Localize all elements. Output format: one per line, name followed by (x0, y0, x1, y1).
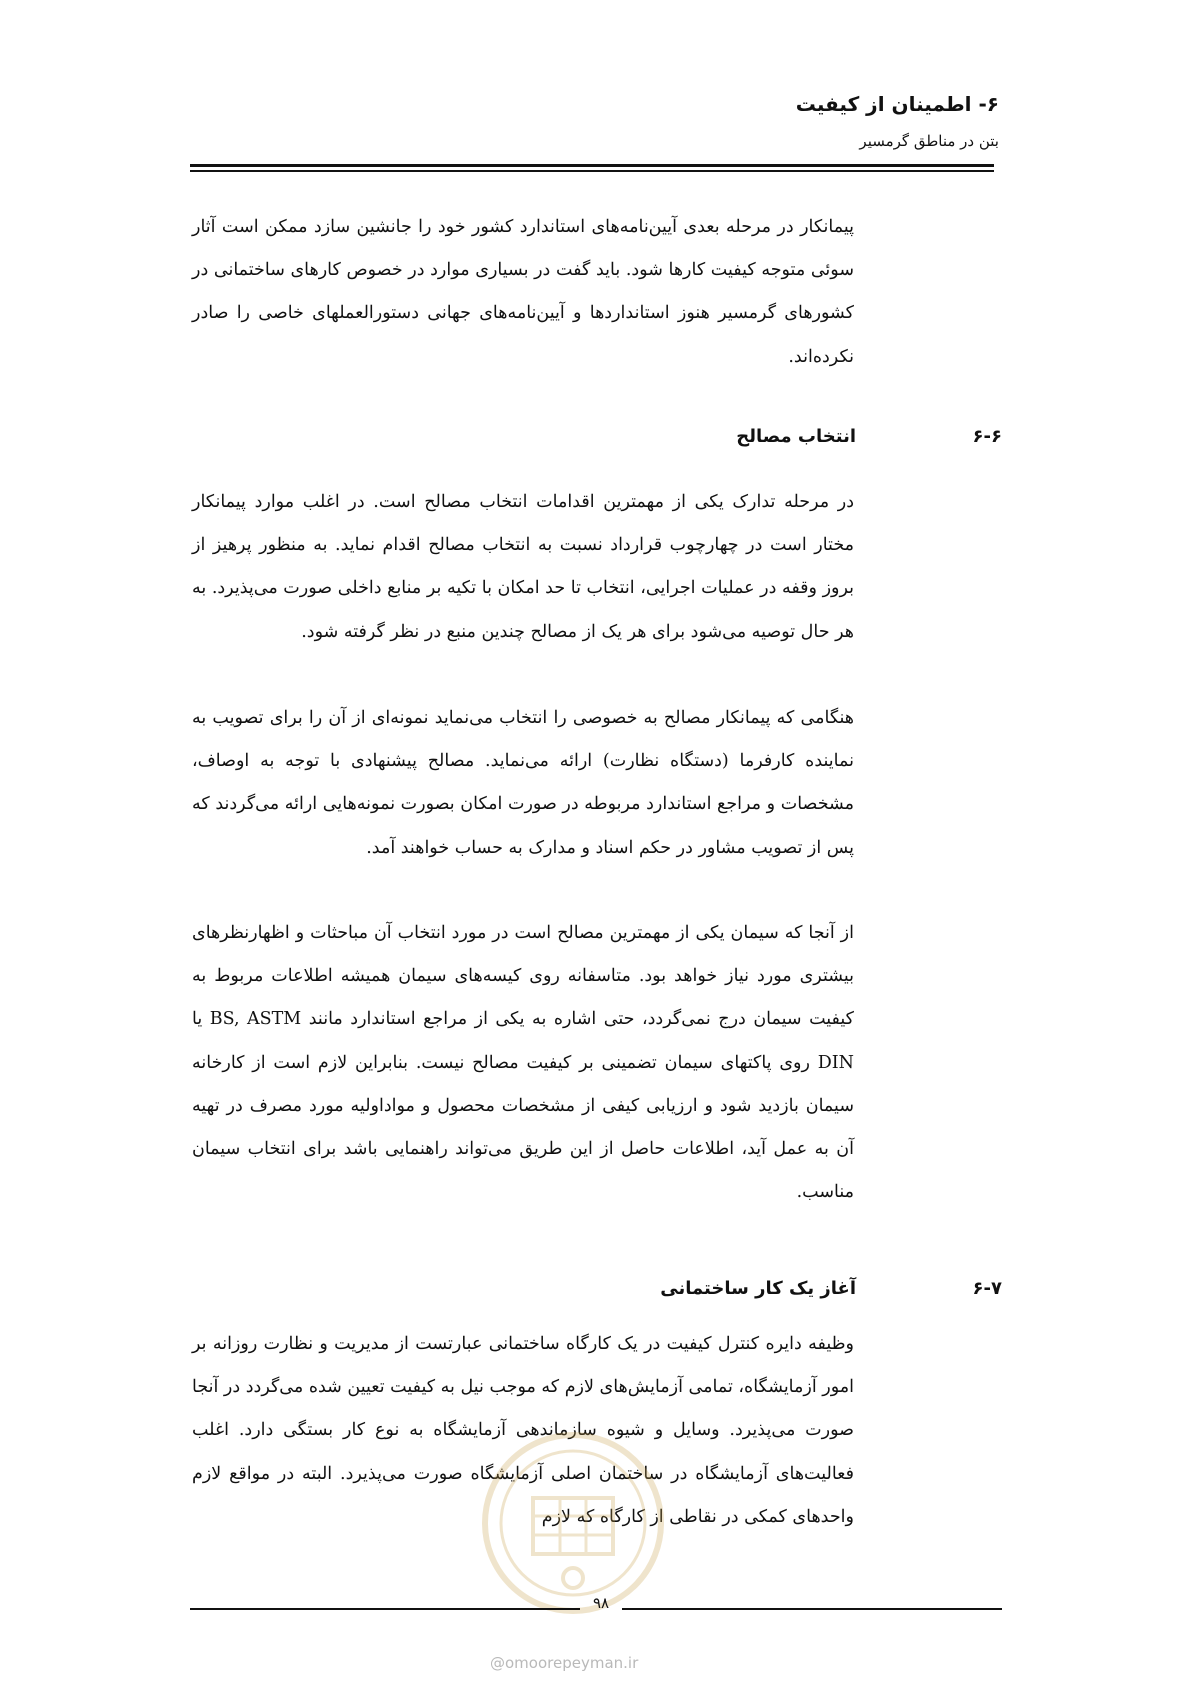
paragraph-sample-approval: هنگامی که پیمانکار مصالح به خصوصی را انتخاب می‌نماید نمونه‌ای از آن را برای تصویب به نماینده کارفرما (دستگاه نظارت) ارائه می‌نماید. مصالح پیشنهادی با توجه به اوصاف، مشخصات و مراجع استاندارد مربوطه در صورت امکان بصورت نمونه‌هایی ارائه می‌گردند که پس از تصویب مشاور در حکم اسناد و مدارک به حساب خواهند آمد. (192, 708, 854, 858)
section-number: ۶-۶ (972, 426, 1002, 447)
section-title: انتخاب مصالح (736, 426, 856, 447)
section-heading-6-6 (192, 426, 1002, 454)
footer-rule-left (190, 1608, 580, 1610)
header-rule-thin (190, 170, 994, 172)
paragraph-material-selection: در مرحله تدارک یکی از مهمترین اقدامات انتخاب مصالح است. در اغلب موارد پیمانکار مختار است در چهارچوب قرارداد نسبت به انتخاب مصالح اقدام نماید. به منظور پرهیز از بروز وقفه در عملیات اجرایی، انتخاب تا حد امکان با تکیه بر منابع داخلی صورت می‌پذیرد. به هر حال توصیه می‌شود برای هر یک از مصالح چندین منبع در نظر گرفته شود. (192, 492, 854, 642)
paragraph-quality-control: وظیفه دایره کنترل کیفیت در یک کارگاه ساختمانی عبارتست از مدیریت و نظارت روزانه بر امور آزمایشگاه، تمامی آزمایش‌های لازم که موجب نیل به کیفیت تعیین شده می‌گردد در آنجا صورت می‌پذیرد. وسایل و شیوه سازماندهی آزمایشگاه به نوع کار بستگی دارد. اغلب فعالیت‌های آزمایشگاه در ساختمان اصلی آزمایشگاه صورت می‌پذیرد. البته در مواقع لازم واحدهای کمکی در نقاطی از کارگاه که لازم (192, 1334, 854, 1527)
running-header-book-title: بتن در مناطق گرمسیر (859, 132, 999, 150)
page-number: ۹۸ (592, 1594, 610, 1612)
footer-rule-right (622, 1608, 1002, 1610)
header-rule-thick (190, 164, 994, 167)
chapter-title: ۶- اطمینان از کیفیت (795, 92, 999, 116)
watermark-url: @omoorepeyman.ir (490, 1654, 639, 1672)
section-number: ۶-۷ (972, 1278, 1002, 1299)
paragraph-intro: پیمانکار در مرحله بعدی آیین‌نامه‌های استاندارد کشور خود را جانشین سازد ممکن است آثار سوئی متوجه کیفیت کارها شود. باید گفت در بسیاری موارد در خصوص کارهای ساختمانی در کشورهای گرمسیر هنوز استانداردها و آیین‌نامه‌های جهانی دستورالعملهای خاصی را صادر نکرده‌اند. (192, 217, 854, 367)
paragraph-cement: از آنجا که سیمان یکی از مهمترین مصالح است در مورد انتخاب آن مباحثات و اظهارنظرهای بیشتری مورد نیاز خواهد بود. متاسفانه روی کیسه‌های سیمان همیشه اطلاعات مربوط به کیفیت سیمان درج نمی‌گردد، حتی اشاره به یکی از مراجع استاندارد مانند BS, ASTM یا DIN روی پاکتهای سیمان تضمینی بر کیفیت مصالح نیست. بنابراین لازم است از کارخانه سیمان بازدید شود و ارزیابی کیفی از مشخصات محصول و مواداولیه مورد مصرف در تهیه آن به عمل آید، اطلاعات حاصل از این طریق می‌تواند راهنمایی باشد برای انتخاب سیمان مناسب. (192, 923, 855, 1203)
seal-icon (478, 1428, 668, 1618)
section-heading-6-7 (192, 1278, 1002, 1306)
section-title: آغاز یک کار ساختمانی (660, 1278, 856, 1299)
